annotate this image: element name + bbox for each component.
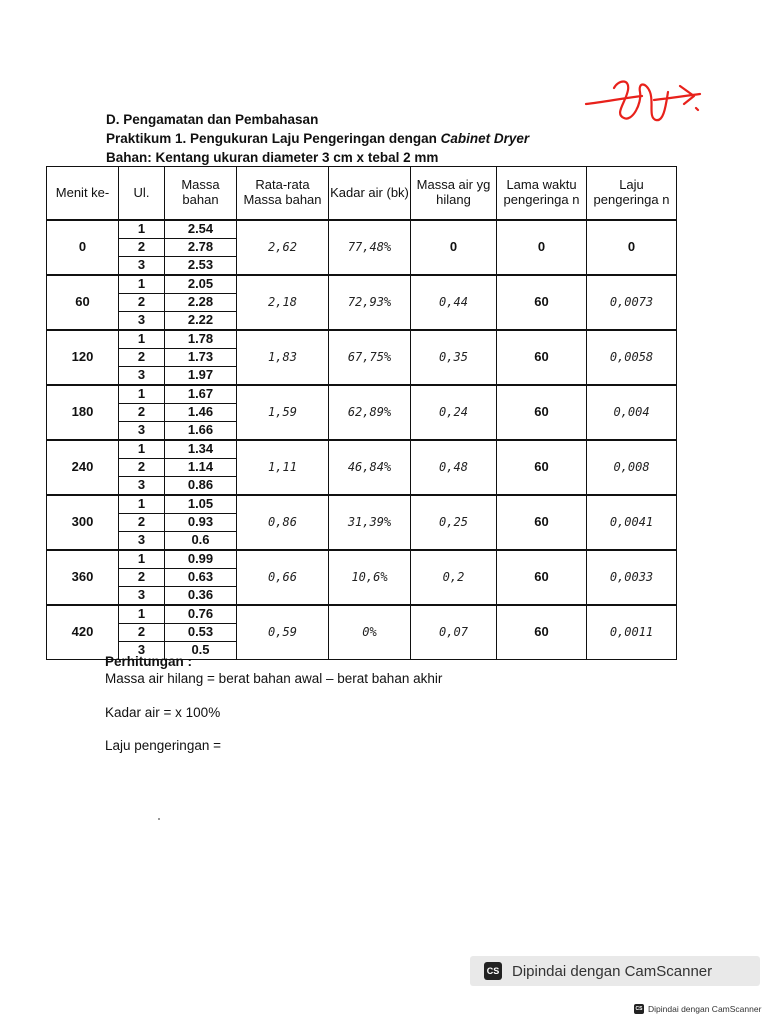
table-row bbox=[47, 495, 677, 514]
camscanner-footer-text: Dipindai dengan CamScanner bbox=[648, 1004, 762, 1014]
cell-laju: 0,0033 bbox=[587, 550, 677, 605]
camscanner-footer bbox=[634, 1004, 761, 1014]
cell-ulangan: 2 bbox=[119, 459, 165, 477]
cell-massa: 1.14 bbox=[165, 459, 237, 477]
cell-lama: 60 bbox=[497, 385, 587, 440]
cell-kadar: 31,39% bbox=[329, 495, 411, 550]
cell-ulangan: 3 bbox=[119, 642, 165, 660]
cell-menit: 180 bbox=[47, 385, 119, 440]
cell-ulangan: 1 bbox=[119, 440, 165, 459]
cell-ulangan: 1 bbox=[119, 275, 165, 294]
cell-lama: 0 bbox=[497, 220, 587, 275]
header-lama: Lama waktu pengeringa n bbox=[497, 167, 587, 221]
cell-massa: 1.97 bbox=[165, 367, 237, 386]
cell-menit: 240 bbox=[47, 440, 119, 495]
cell-massa: 1.66 bbox=[165, 422, 237, 441]
cell-massa: 0.6 bbox=[165, 532, 237, 551]
cell-massa: 1.73 bbox=[165, 349, 237, 367]
header-kadar: Kadar air (bk) bbox=[329, 167, 411, 221]
cell-ulangan: 3 bbox=[119, 367, 165, 386]
table-body bbox=[47, 220, 677, 660]
cell-ulangan: 2 bbox=[119, 624, 165, 642]
cell-massa: 2.53 bbox=[165, 257, 237, 276]
cell-ulangan: 2 bbox=[119, 294, 165, 312]
cell-hilang: 0 bbox=[411, 220, 497, 275]
cell-rata: 0,59 bbox=[237, 605, 329, 660]
table-header-row bbox=[47, 167, 677, 221]
header-ulangan: Ul. bbox=[119, 167, 165, 221]
cell-massa: 0.63 bbox=[165, 569, 237, 587]
header-rata: Rata-rata Massa bahan bbox=[237, 167, 329, 221]
cell-massa: 0.5 bbox=[165, 642, 237, 660]
cell-menit: 300 bbox=[47, 495, 119, 550]
cell-ulangan: 3 bbox=[119, 532, 165, 551]
cell-laju: 0,0011 bbox=[587, 605, 677, 660]
perhitungan-title: Perhitungan : bbox=[105, 654, 192, 669]
cell-ulangan: 3 bbox=[119, 422, 165, 441]
cell-lama: 60 bbox=[497, 330, 587, 385]
cell-hilang: 0,2 bbox=[411, 550, 497, 605]
cell-menit: 360 bbox=[47, 550, 119, 605]
cell-menit: 420 bbox=[47, 605, 119, 660]
cell-massa: 2.22 bbox=[165, 312, 237, 331]
cell-massa: 2.54 bbox=[165, 220, 237, 239]
cell-kadar: 77,48% bbox=[329, 220, 411, 275]
table-row bbox=[47, 220, 677, 239]
cell-lama: 60 bbox=[497, 495, 587, 550]
cell-menit: 0 bbox=[47, 220, 119, 275]
cell-kadar: 72,93% bbox=[329, 275, 411, 330]
cell-hilang: 0,25 bbox=[411, 495, 497, 550]
formula-laju: Laju pengeringan = bbox=[105, 738, 221, 753]
cell-kadar: 10,6% bbox=[329, 550, 411, 605]
cell-laju: 0,0058 bbox=[587, 330, 677, 385]
cell-massa: 2.78 bbox=[165, 239, 237, 257]
cell-kadar: 62,89% bbox=[329, 385, 411, 440]
header-laju: Laju pengeringa n bbox=[587, 167, 677, 221]
praktikum-heading bbox=[106, 131, 529, 146]
camscanner-badge-text: Dipindai dengan CamScanner bbox=[512, 962, 713, 980]
cell-menit: 120 bbox=[47, 330, 119, 385]
cell-kadar: 46,84% bbox=[329, 440, 411, 495]
cell-ulangan: 3 bbox=[119, 312, 165, 331]
cell-hilang: 0,48 bbox=[411, 440, 497, 495]
praktikum-italic: Cabinet Dryer bbox=[440, 131, 530, 146]
cell-lama: 60 bbox=[497, 550, 587, 605]
table-row bbox=[47, 330, 677, 349]
cell-massa: 0.36 bbox=[165, 587, 237, 606]
cell-ulangan: 2 bbox=[119, 349, 165, 367]
cell-laju: 0,008 bbox=[587, 440, 677, 495]
formula-kadar-air: Kadar air = x 100% bbox=[105, 705, 221, 720]
cell-hilang: 0,24 bbox=[411, 385, 497, 440]
cell-massa: 0.76 bbox=[165, 605, 237, 624]
cell-massa: 1.46 bbox=[165, 404, 237, 422]
cell-ulangan: 3 bbox=[119, 587, 165, 606]
cell-lama: 60 bbox=[497, 440, 587, 495]
signature-mark bbox=[584, 74, 704, 138]
cell-hilang: 0,44 bbox=[411, 275, 497, 330]
cell-ulangan: 2 bbox=[119, 569, 165, 587]
cell-massa: 0.53 bbox=[165, 624, 237, 642]
cell-lama: 60 bbox=[497, 275, 587, 330]
cell-massa: 2.28 bbox=[165, 294, 237, 312]
cell-laju: 0,004 bbox=[587, 385, 677, 440]
cell-massa: 1.34 bbox=[165, 440, 237, 459]
praktikum-prefix: Praktikum 1. Pengukuran Laju Pengeringan dengan bbox=[106, 131, 441, 146]
header-massa: Massa bahan bbox=[165, 167, 237, 221]
table-row bbox=[47, 550, 677, 569]
table-row bbox=[47, 275, 677, 294]
cell-massa: 1.67 bbox=[165, 385, 237, 404]
cell-ulangan: 3 bbox=[119, 477, 165, 496]
cell-menit: 60 bbox=[47, 275, 119, 330]
cell-ulangan: 2 bbox=[119, 514, 165, 532]
table-row bbox=[47, 605, 677, 624]
cell-ulangan: 1 bbox=[119, 550, 165, 569]
cell-laju: 0,0041 bbox=[587, 495, 677, 550]
cell-kadar: 67,75% bbox=[329, 330, 411, 385]
table-row bbox=[47, 385, 677, 404]
cell-ulangan: 1 bbox=[119, 495, 165, 514]
cell-rata: 2,18 bbox=[237, 275, 329, 330]
cell-ulangan: 2 bbox=[119, 404, 165, 422]
header-hilang: Massa air yg hilang bbox=[411, 167, 497, 221]
camscanner-small-logo-icon: CS bbox=[635, 1006, 643, 1012]
cell-hilang: 0,35 bbox=[411, 330, 497, 385]
formula-massa-air: Massa air hilang = berat bahan awal – berat bahan akhir bbox=[105, 671, 443, 686]
cell-ulangan: 1 bbox=[119, 330, 165, 349]
section-heading: D. Pengamatan dan Pembahasan bbox=[106, 112, 319, 127]
cell-rata: 0,86 bbox=[237, 495, 329, 550]
cell-ulangan: 2 bbox=[119, 239, 165, 257]
cell-kadar: 0% bbox=[329, 605, 411, 660]
cell-massa: 0.99 bbox=[165, 550, 237, 569]
cell-lama: 60 bbox=[497, 605, 587, 660]
scan-speck bbox=[158, 818, 160, 820]
cell-hilang: 0,07 bbox=[411, 605, 497, 660]
cell-massa: 1.05 bbox=[165, 495, 237, 514]
table-row bbox=[47, 440, 677, 459]
cell-ulangan: 1 bbox=[119, 605, 165, 624]
cell-rata: 1,59 bbox=[237, 385, 329, 440]
cell-rata: 1,11 bbox=[237, 440, 329, 495]
camscanner-badge bbox=[470, 956, 760, 986]
cell-massa: 0.86 bbox=[165, 477, 237, 496]
cell-rata: 1,83 bbox=[237, 330, 329, 385]
cell-massa: 1.78 bbox=[165, 330, 237, 349]
cell-rata: 0,66 bbox=[237, 550, 329, 605]
cell-laju: 0 bbox=[587, 220, 677, 275]
header-menit: Menit ke- bbox=[47, 167, 119, 221]
cell-ulangan: 3 bbox=[119, 257, 165, 276]
cell-massa: 0.93 bbox=[165, 514, 237, 532]
cell-laju: 0,0073 bbox=[587, 275, 677, 330]
cell-rata: 2,62 bbox=[237, 220, 329, 275]
cell-ulangan: 1 bbox=[119, 385, 165, 404]
bahan-heading: Bahan: Kentang ukuran diameter 3 cm x tebal 2 mm bbox=[106, 150, 439, 165]
camscanner-logo-icon: CS bbox=[484, 962, 502, 980]
cell-massa: 2.05 bbox=[165, 275, 237, 294]
observation-table bbox=[46, 166, 677, 660]
cell-ulangan: 1 bbox=[119, 220, 165, 239]
